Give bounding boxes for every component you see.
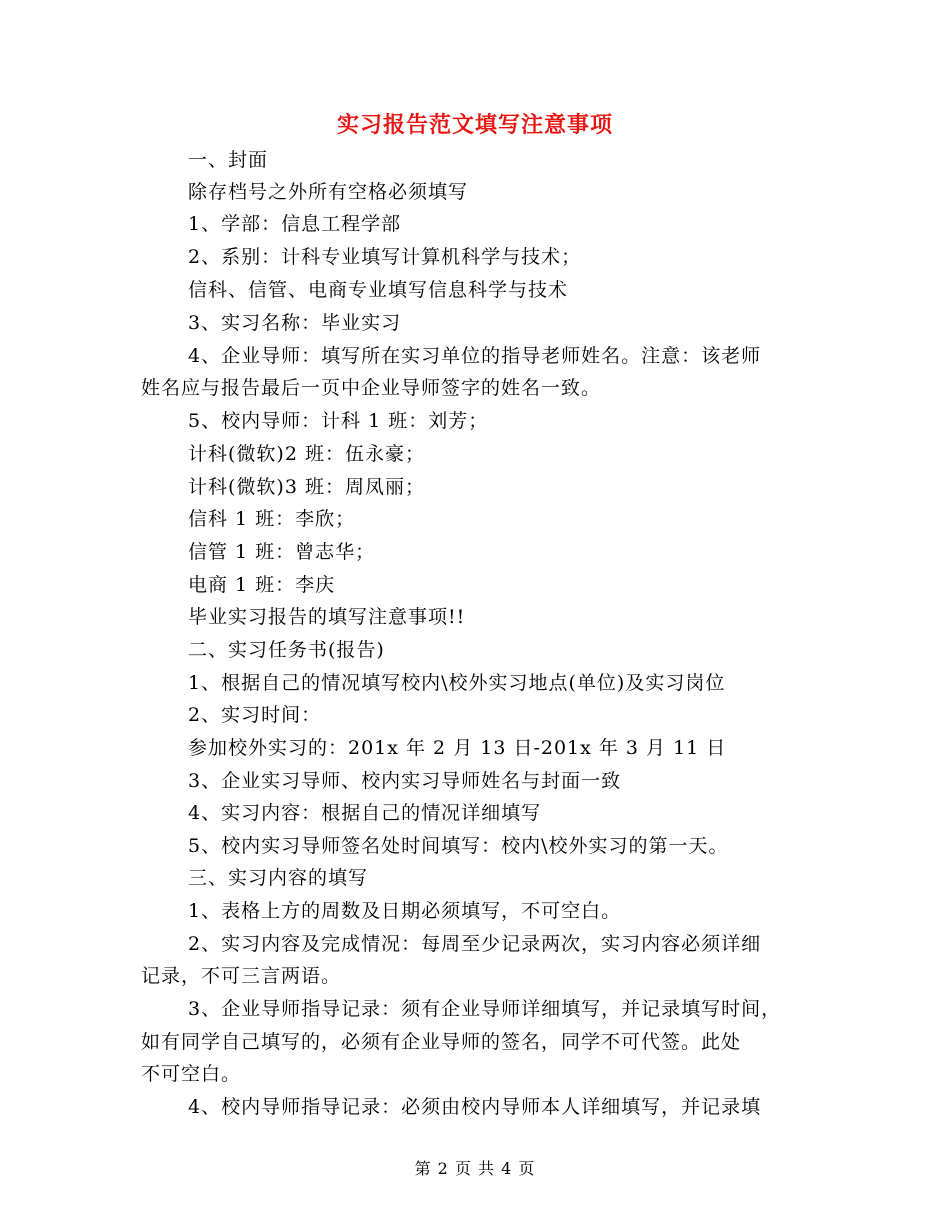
section-heading-content: 三、实习内容的填写 xyxy=(188,867,369,889)
paragraph-line: 3、实习名称：毕业实习 xyxy=(188,312,402,334)
paragraph-line: 5、校内实习导师签名处时间填写：校内\校外实习的第一天。 xyxy=(188,835,729,857)
paragraph-line: 信科 1 班：李欣； xyxy=(188,508,356,530)
paragraph-line: 5、校内导师：计科 1 班：刘芳； xyxy=(188,410,489,432)
paragraph-line: 2、实习内容及完成情况：每周至少记录两次，实习内容必须详细 xyxy=(188,933,762,955)
page-number-footer: 第 2 页 共 4 页 xyxy=(414,1159,536,1178)
paragraph-line: 如有同学自己填写的，必须有企业导师的签名，同学不可代签。此处 xyxy=(141,1031,742,1053)
paragraph-line: 参加校外实习的：201x 年 2 月 13 日-201x 年 3 月 11 日 xyxy=(188,737,727,759)
paragraph-line: 2、系别：计科专业填写计算机科学与技术； xyxy=(188,246,582,268)
paragraph-line: 4、企业导师：填写所在实习单位的指导老师姓名。注意：该老师 xyxy=(188,345,762,367)
paragraph-line: 计科(微软)3 班：周凤丽； xyxy=(188,476,425,498)
section-heading-task: 二、实习任务书(报告) xyxy=(188,639,385,661)
paragraph-line: 1、根据自己的情况填写校内\校外实习地点(单位)及实习岗位 xyxy=(188,672,726,694)
paragraph-line: 3、企业导师指导记录：须有企业导师详细填写，并记录填写时间， xyxy=(188,998,782,1020)
paragraph-line: 1、表格上方的周数及日期必须填写，不可空白。 xyxy=(188,900,622,922)
paragraph-line: 信科、信管、电商专业填写信息科学与技术 xyxy=(188,279,569,301)
paragraph-line: 记录，不可三言两语。 xyxy=(141,965,342,987)
paragraph-line: 除存档号之外所有空格必须填写 xyxy=(188,181,469,203)
paragraph-line: 4、实习内容：根据自己的情况详细填写 xyxy=(188,802,542,824)
paragraph-line: 不可空白。 xyxy=(141,1063,242,1085)
page-title: 实习报告范文填写注意事项 xyxy=(336,112,613,138)
section-heading-cover: 一、封面 xyxy=(188,149,269,171)
paragraph-line: 4、校内导师指导记录：必须由校内导师本人详细填写，并记录填 xyxy=(188,1096,762,1118)
paragraph-line: 2、实习时间： xyxy=(188,704,322,726)
paragraph-line: 计科(微软)2 班：伍永豪； xyxy=(188,443,425,465)
paragraph-line: 3、企业实习导师、校内实习导师姓名与封面一致 xyxy=(188,770,622,792)
paragraph-line: 毕业实习报告的填写注意事项!! xyxy=(188,606,466,628)
paragraph-line: 1、学部：信息工程学部 xyxy=(188,213,402,235)
paragraph-line: 姓名应与报告最后一页中企业导师签字的姓名一致。 xyxy=(141,377,602,399)
paragraph-line: 电商 1 班：李庆 xyxy=(188,574,336,596)
paragraph-line: 信管 1 班：曾志华； xyxy=(188,541,376,563)
